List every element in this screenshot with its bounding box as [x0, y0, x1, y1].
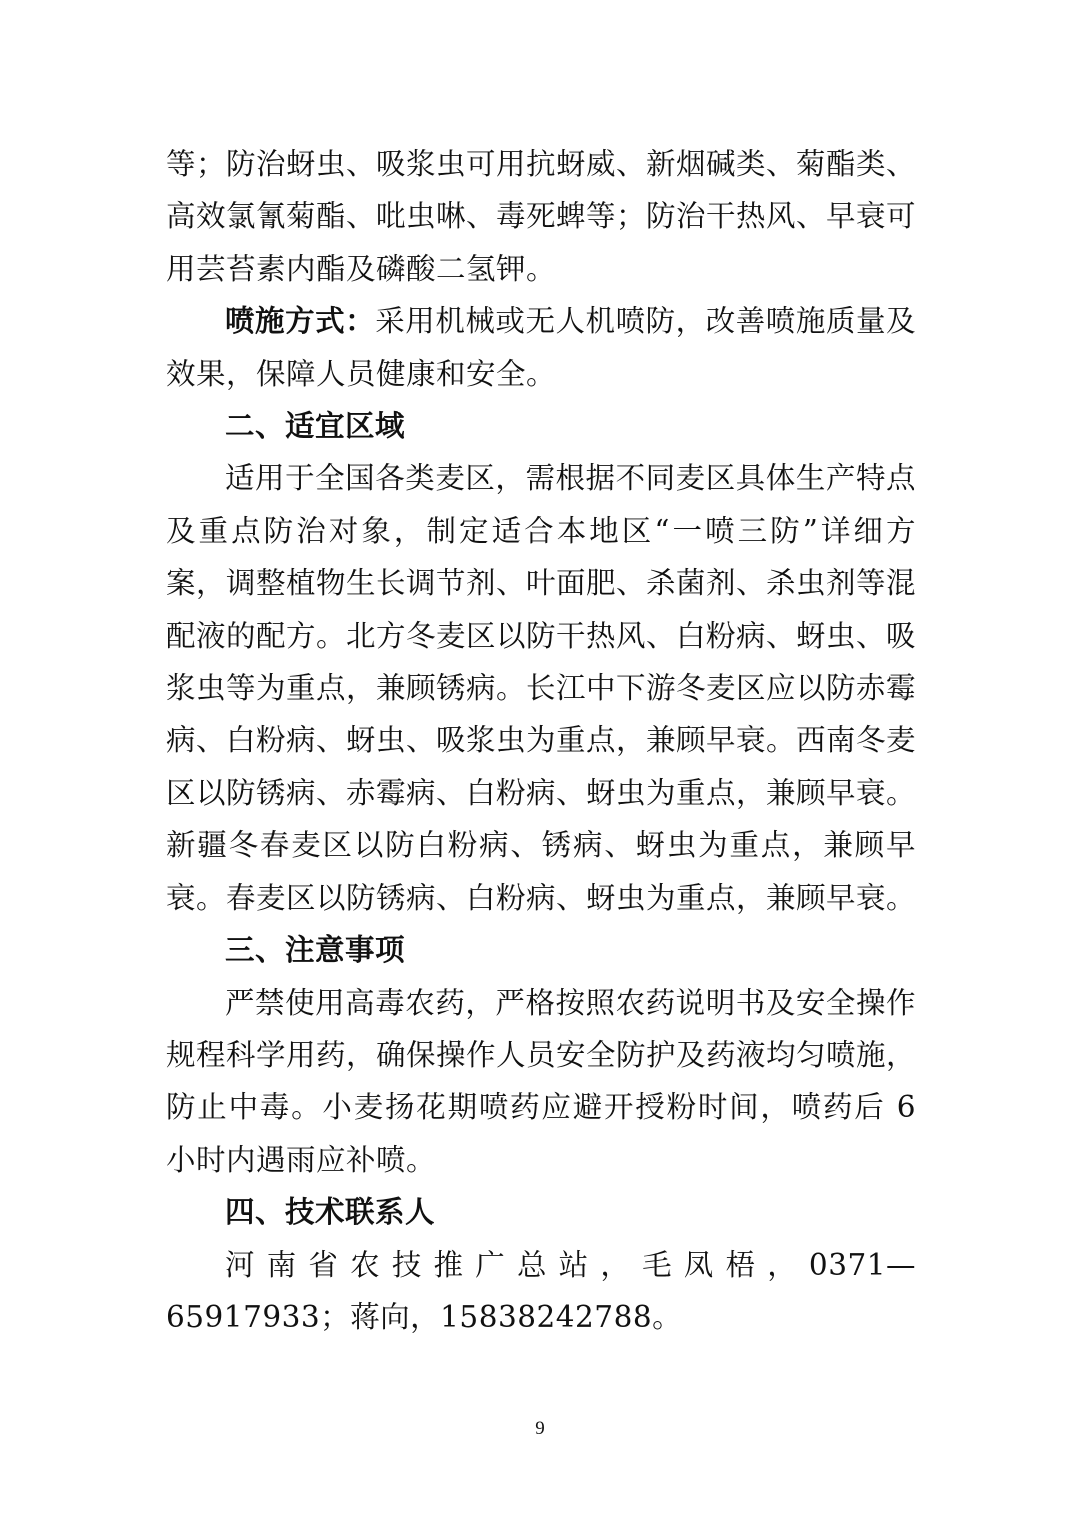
document-body	[166, 138, 916, 1343]
heading-contacts: 四、技术联系人	[225, 1195, 436, 1230]
paragraph-spray-method	[166, 295, 916, 400]
paragraph-contacts: 河南省农技推广总站，毛凤梧，0371—65917933；蒋向，15838242788。	[166, 1247, 916, 1334]
paragraph-pesticide-list: 等；防治蚜虫、吸浆虫可用抗蚜威、新烟碱类、菊酯类、高效氯氰菊酯、吡虫啉、毒死蜱等；防治干热风、早衰可用芸苔素内酯及磷酸二氢钾。	[166, 147, 917, 286]
spray-method-label: 喷施方式：	[225, 304, 376, 339]
paragraph-suitable-region: 适用于全国各类麦区，需根据不同麦区具体生产特点及重点防治对象，制定适合本地区“一喷三防”详细方案，调整植物生长调节剂、叶面肥、杀菌剂、杀虫剂等混配液的配方。北方冬麦区以防干热风、白粉病、蚜虫、吸浆虫等为重点，兼顾锈病。长江中下游冬麦区应以防赤霉病、白粉病、蚜虫、吸浆虫为重点，兼顾早衰。西南冬麦区以防锈病、赤霉病、白粉病、蚜虫为重点，兼顾早衰。新疆冬春麦区以防白粉病、锈病、蚜虫为重点，兼顾早衰。春麦区以防锈病、白粉病、蚜虫为重点，兼顾早衰。	[166, 461, 917, 915]
heading-precautions: 三、注意事项	[225, 933, 406, 968]
heading-suitable-region: 二、适宜区域	[225, 409, 406, 444]
page-number: 9	[535, 1418, 545, 1439]
paragraph-precautions: 严禁使用高毒农药，严格按照农药说明书及安全操作规程科学用药，确保操作人员安全防护及药液均匀喷施，防止中毒。小麦扬花期喷药应避开授粉时间，喷药后 6 小时内遇雨应补喷。	[166, 985, 917, 1177]
spray-method-text: 采用机械或无人机喷防，改善喷施质量及效果，保障人员健康和安全。	[166, 304, 916, 391]
